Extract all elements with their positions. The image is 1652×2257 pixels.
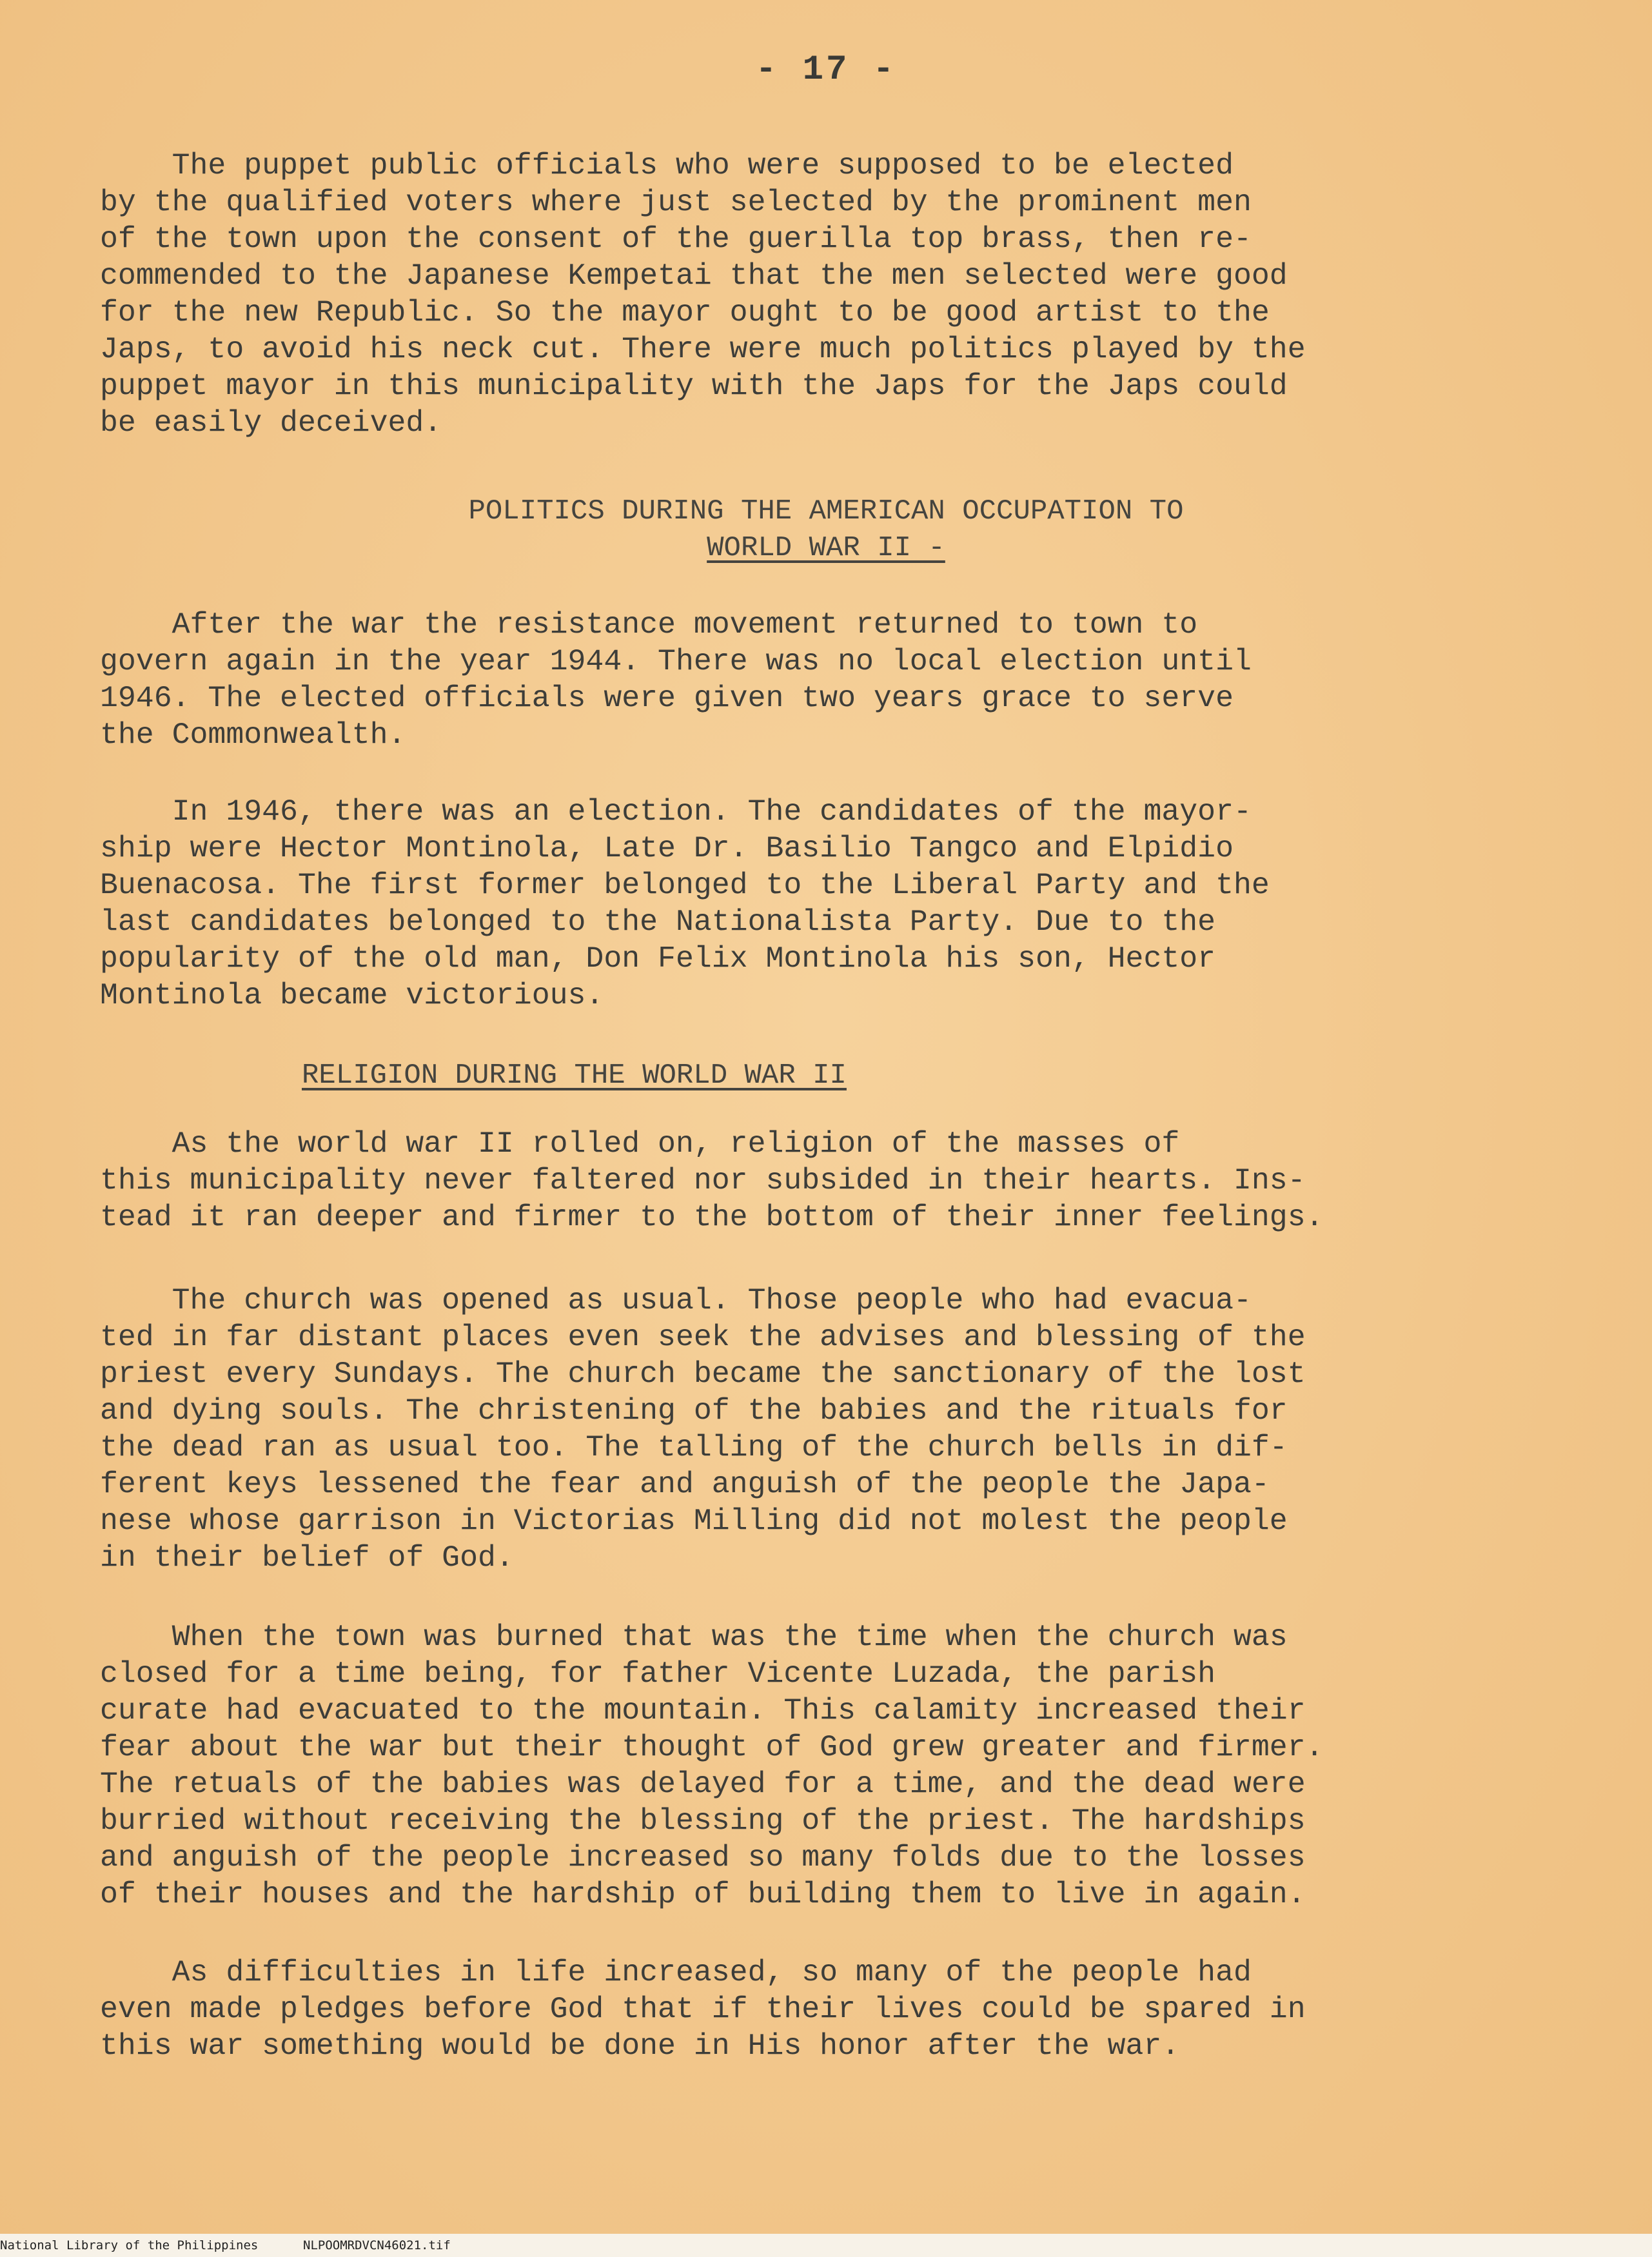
text-line: Japs, to avoid his neck cut. There were much politics played by the — [100, 332, 1306, 366]
text-line: The puppet public officials who were supposed to be elected — [100, 148, 1234, 182]
text-line: be easily deceived. — [100, 406, 442, 440]
heading-line — [0, 530, 1652, 567]
paragraph-town-burned — [100, 1619, 1602, 1913]
heading-line: POLITICS DURING THE AMERICAN OCCUPATION TO — [468, 495, 1184, 527]
paragraph-church-opened — [100, 1282, 1602, 1576]
text-line: of the town upon the consent of the guerilla top brass, then re- — [100, 222, 1252, 256]
text-line: fear about the war but their thought of God grew greater and firmer. — [100, 1730, 1324, 1764]
text-line: After the war the resistance movement returned to town to — [100, 607, 1198, 642]
text-line: When the town was burned that was the time when the church was — [100, 1620, 1288, 1654]
text-line: last candidates belonged to the Nationalista Party. Due to the — [100, 905, 1216, 939]
footer-file-id: NLPOOMRDVCN46021.tif — [303, 2238, 451, 2252]
text-line: 1946. The elected officials were given two years grace to serve — [100, 681, 1234, 715]
text-line: closed for a time being, for father Vicente Luzada, the parish — [100, 1657, 1216, 1691]
text-line: The retuals of the babies was delayed for a time, and the dead were — [100, 1767, 1306, 1801]
text-line: ferent keys lessened the fear and anguish of the people the Japa- — [100, 1467, 1270, 1501]
paragraph-after-the-war — [100, 606, 1602, 753]
paragraph-puppet-officials — [100, 147, 1602, 441]
footer-library-name: National Library of the Philippines — [0, 2238, 259, 2252]
text-line: ship were Hector Montinola, Late Dr. Basilio Tangco and Elpidio — [100, 831, 1234, 865]
text-line: the dead ran as usual too. The talling of the church bells in dif- — [100, 1430, 1288, 1464]
text-line: ted in far distant places even seek the advises and blessing of the — [100, 1320, 1306, 1354]
text-line: for the new Republic. So the mayor ought to be good artist to the — [100, 295, 1270, 330]
text-line: tead it ran deeper and firmer to the bottom of their inner feelings. — [100, 1200, 1324, 1234]
text-line: by the qualified voters where just selected by the prominent men — [100, 185, 1252, 219]
page-number: - 17 - — [755, 50, 897, 90]
text-line: In 1946, there was an election. The candidates of the mayor- — [100, 794, 1252, 829]
text-line: this war something would be done in His honor after the war. — [100, 2029, 1180, 2063]
paragraph-religion-masses — [100, 1125, 1602, 1236]
text-line: popularity of the old man, Don Felix Montinola his son, Hector — [100, 941, 1216, 976]
text-line: nese whose garrison in Victorias Milling did not molest the people — [100, 1504, 1288, 1538]
text-line: The church was opened as usual. Those people who had evacua- — [100, 1283, 1252, 1317]
text-line: of their houses and the hardship of building them to live in again. — [100, 1877, 1306, 1911]
text-line: in their belief of God. — [100, 1541, 514, 1575]
scan-footer — [0, 2234, 1652, 2257]
text-line: puppet mayor in this municipality with the Japs for the Japs could — [100, 369, 1288, 403]
text-line: the Commonwealth. — [100, 718, 406, 752]
text-line: burried without receiving the blessing of the priest. The hardships — [100, 1804, 1306, 1838]
text-line: even made pledges before God that if their lives could be spared in — [100, 1992, 1306, 2026]
heading-religion-world-war-ii: RELIGION DURING THE WORLD WAR II — [302, 1060, 847, 1092]
text-line: commended to the Japanese Kempetai that the men selected were good — [100, 259, 1288, 293]
text-line: and anguish of the people increased so many folds due to the losses — [100, 1840, 1306, 1875]
text-line: this municipality never faltered nor subsided in their hearts. Ins- — [100, 1163, 1306, 1197]
text-line: govern again in the year 1944. There was no local election until — [100, 644, 1252, 678]
text-line: Montinola became victorious. — [100, 978, 604, 1012]
text-line: As the world war II rolled on, religion of the masses of — [100, 1127, 1180, 1161]
heading-underlined: WORLD WAR II - — [707, 532, 945, 564]
text-line: As difficulties in life increased, so many of the people had — [100, 1955, 1252, 1989]
heading-politics-american-occupation — [0, 493, 1652, 567]
paragraph-1946-election — [100, 793, 1602, 1014]
text-line: curate had evacuated to the mountain. This calamity increased their — [100, 1693, 1306, 1728]
text-line: Buenacosa. The first former belonged to the Liberal Party and the — [100, 868, 1270, 902]
text-line: and dying souls. The christening of the babies and the rituals for — [100, 1394, 1288, 1428]
paragraph-pledges — [100, 1954, 1602, 2064]
text-line: priest every Sundays. The church became the sanctionary of the lost — [100, 1357, 1306, 1391]
